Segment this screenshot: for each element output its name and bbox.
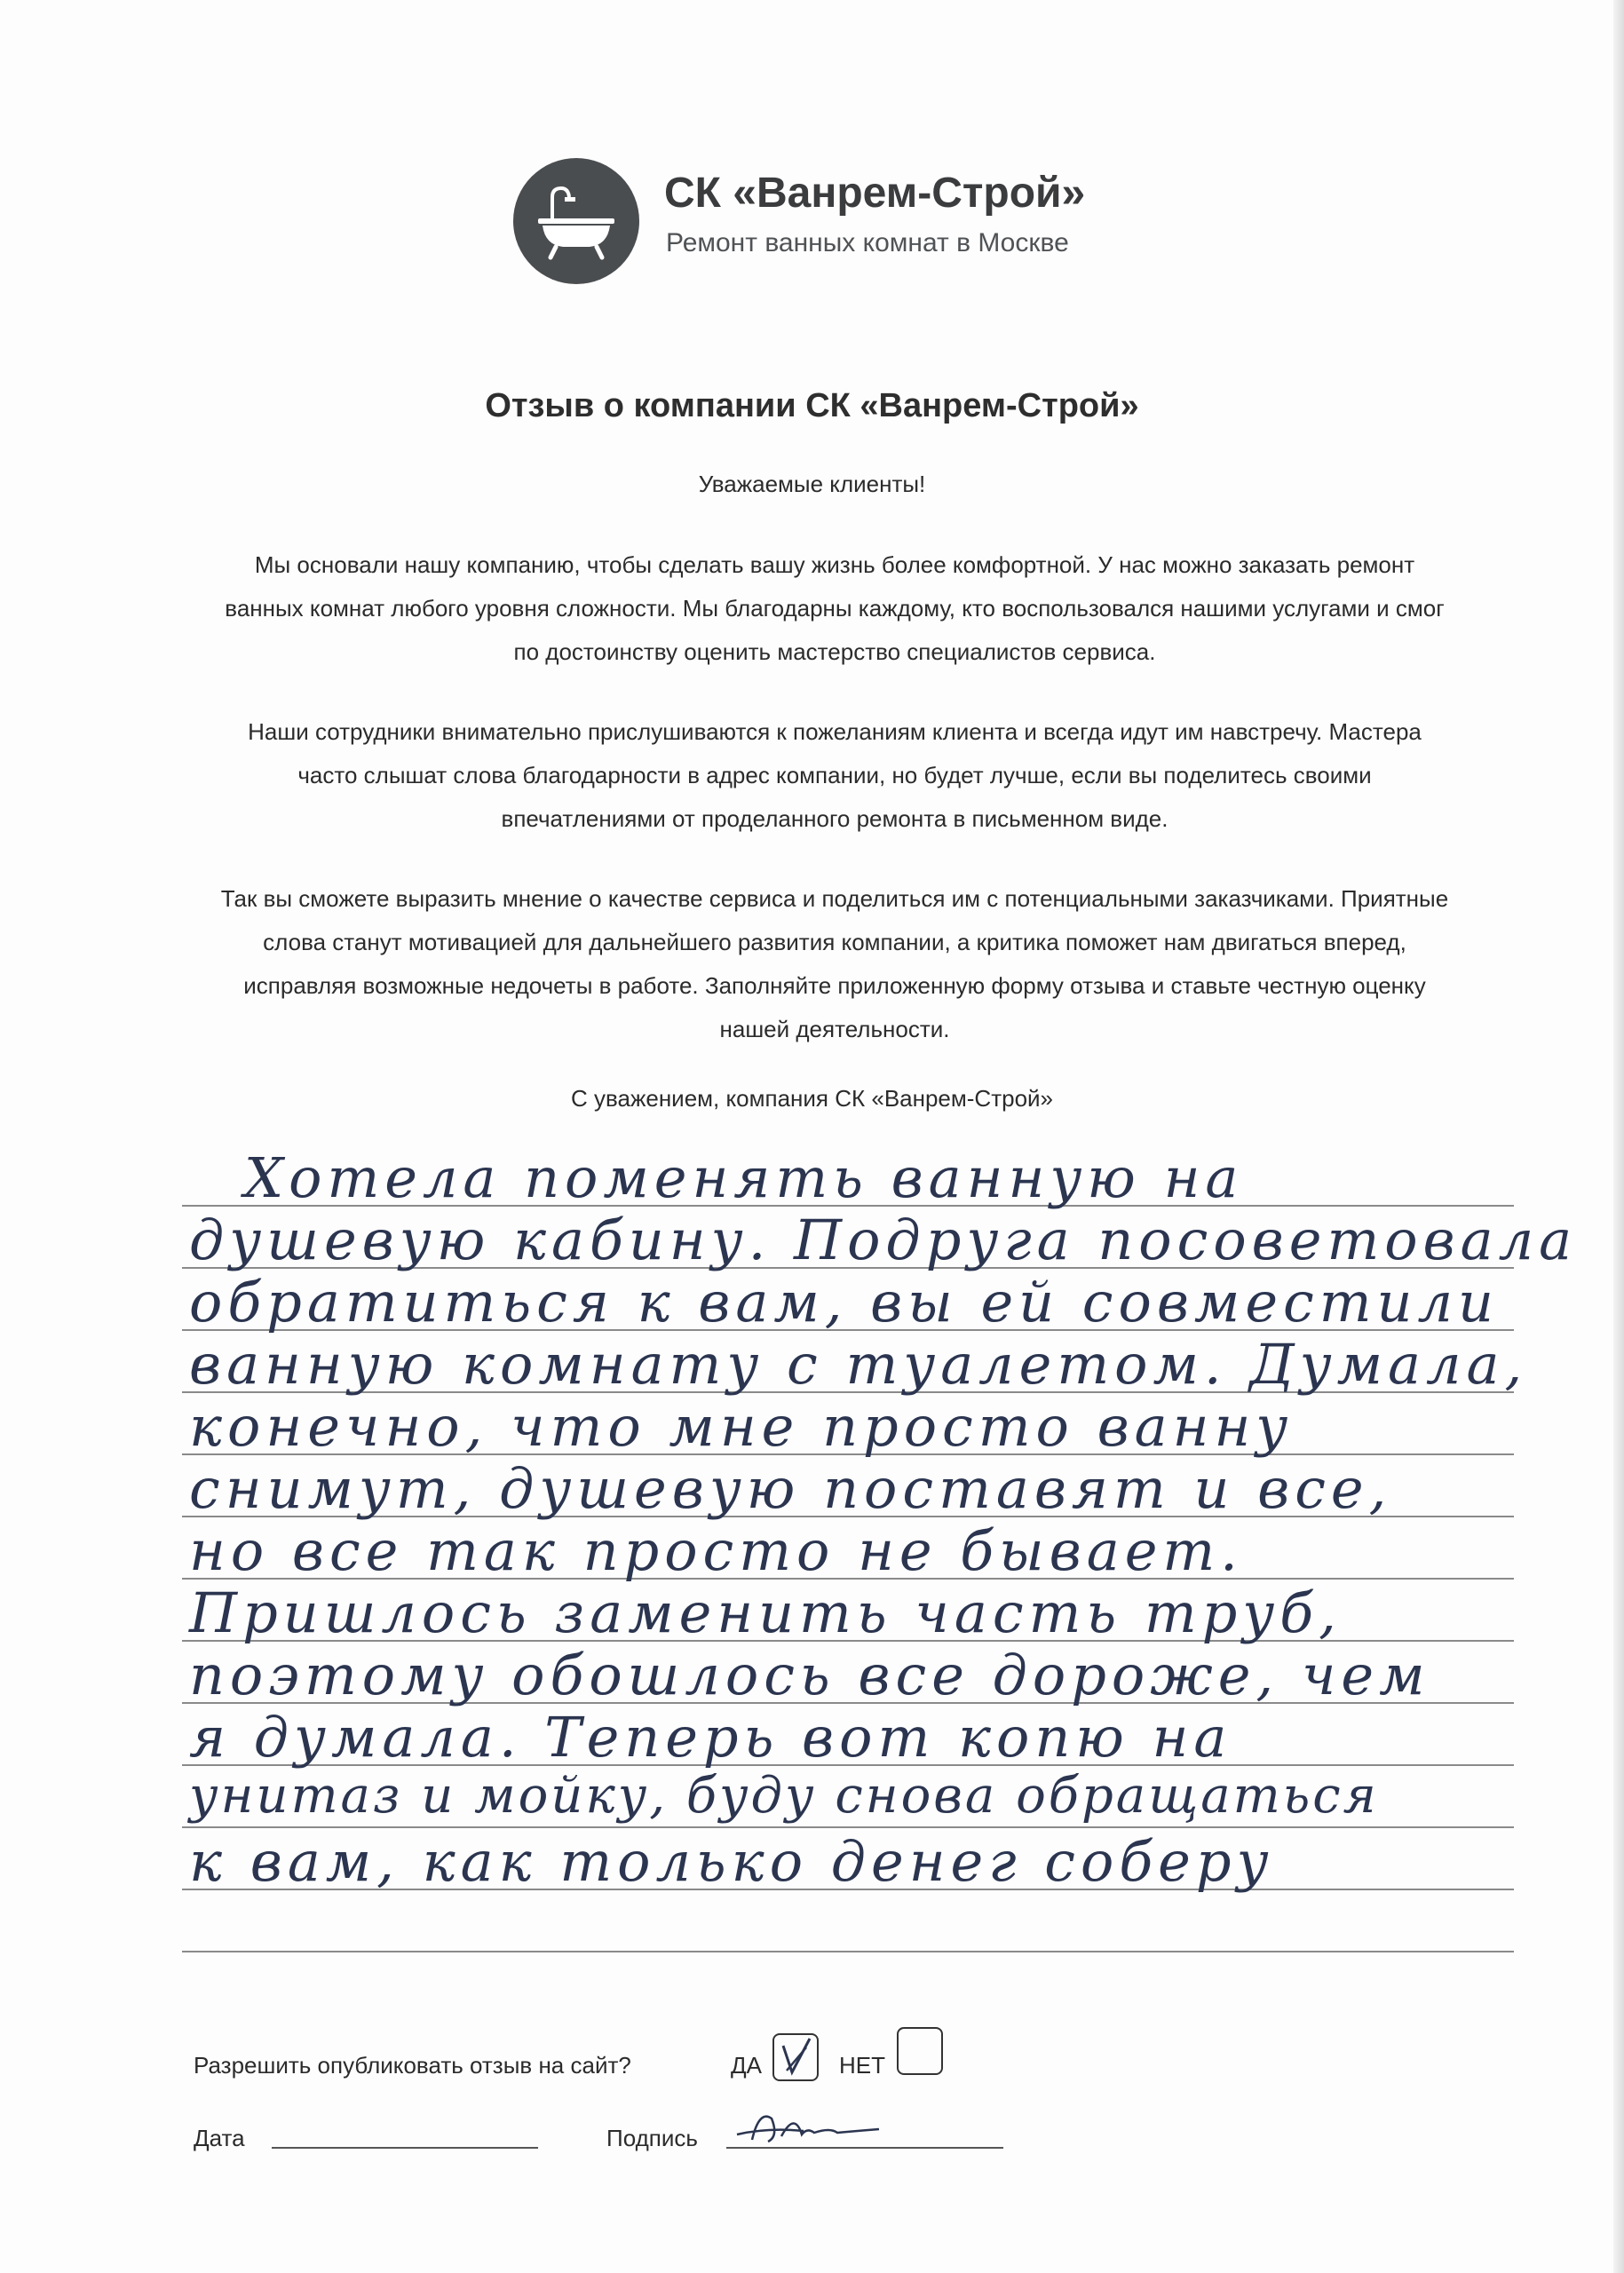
text-line: слова станут мотивацией для дальнейшего развития компании, а критика поможет нам двигаться вперед,: [263, 929, 1406, 955]
scan-edge: [1613, 0, 1624, 2273]
signature-label: Подпись: [606, 2125, 698, 2151]
company-logo: [513, 158, 639, 284]
bathtub-icon: [513, 158, 639, 284]
document-title: Отзыв о компании СК «Ванрем-Строй»: [485, 387, 1139, 424]
text-line: по достоинству оценить мастерство специалистов сервиса.: [513, 638, 1156, 665]
intro-paragraph-1: [178, 543, 1492, 674]
yes-checkbox[interactable]: [772, 2033, 819, 2081]
no-checkbox[interactable]: [897, 2027, 943, 2075]
signoff: С уважением, компания СК «Ванрем-Строй»: [570, 1085, 1054, 1112]
text-line: часто слышат слова благодарности в адрес компании, но будет лучше, если вы поделитесь своими: [297, 762, 1372, 788]
text-line: ванных комнат любого уровня сложности. Мы благодарны каждому, кто воспользовался нашими услугами и смог: [225, 595, 1445, 622]
handwritten-line: снимут, душевую поставят и все,: [189, 1456, 1392, 1521]
intro-paragraph-3: [178, 877, 1492, 1051]
handwritten-line: Хотела поменять ванную на: [244, 1145, 1244, 1210]
handwritten-line: я думала. Теперь вот копю на: [189, 1705, 1232, 1770]
handwritten-signature: [733, 2101, 910, 2154]
handwritten-line: душевую кабину. Подруга посоветовала: [189, 1208, 1578, 1272]
no-label: НЕТ: [839, 2052, 885, 2079]
check-mark-icon: [774, 2035, 817, 2079]
writing-line: [182, 1826, 1514, 1828]
greeting: Уважаемые клиенты!: [698, 471, 926, 497]
intro-paragraph-2: [178, 710, 1492, 841]
publish-question: Разрешить опубликовать отзыв на сайт?: [194, 2052, 631, 2079]
text-line: Так вы сможете выразить мнение о качестве сервиса и поделиться им с потенциальными заказчиками. Приятные: [220, 885, 1449, 912]
company-tagline: Ремонт ванных комнат в Москве: [666, 228, 1069, 257]
handwritten-line: унитаз и мойку, буду снова обращаться: [189, 1767, 1379, 1825]
handwritten-line: поэтому обошлось все дороже, чем: [189, 1643, 1430, 1707]
text-line: впечатлениями от проделанного ремонта в письменном виде.: [501, 805, 1168, 832]
text-line: Наши сотрудники внимательно прислушиваются к пожеланиям клиента и всегда идут им навстречу. Мастера: [248, 718, 1422, 745]
handwritten-line: обратиться к вам, вы ей совместили: [189, 1270, 1499, 1334]
text-line: исправляя возможные недочеты в работе. Заполняйте приложенную форму отзыва и ставьте честную оценку: [243, 972, 1426, 999]
review-text-area[interactable]: [182, 1145, 1578, 1998]
text-line: Мы основали нашу компанию, чтобы сделать вашу жизнь более комфортной. У нас можно заказать ремонт: [254, 551, 1415, 578]
handwritten-line: конечно, что мне просто ванну: [189, 1394, 1294, 1459]
handwritten-line: ванную комнату с туалетом. Думала,: [189, 1332, 1528, 1397]
yes-label: ДА: [731, 2052, 762, 2079]
handwritten-line: но все так просто не бывает.: [189, 1518, 1243, 1583]
company-name: СК «Ванрем-Строй»: [664, 170, 1086, 217]
handwritten-line: к вам, как только денег соберу: [189, 1829, 1274, 1894]
date-label: Дата: [194, 2125, 245, 2151]
writing-line: [182, 1951, 1514, 1952]
text-line: нашей деятельности.: [719, 1016, 950, 1042]
date-field[interactable]: [272, 2147, 538, 2149]
handwritten-line: Пришлось заменить часть труб,: [189, 1580, 1342, 1645]
